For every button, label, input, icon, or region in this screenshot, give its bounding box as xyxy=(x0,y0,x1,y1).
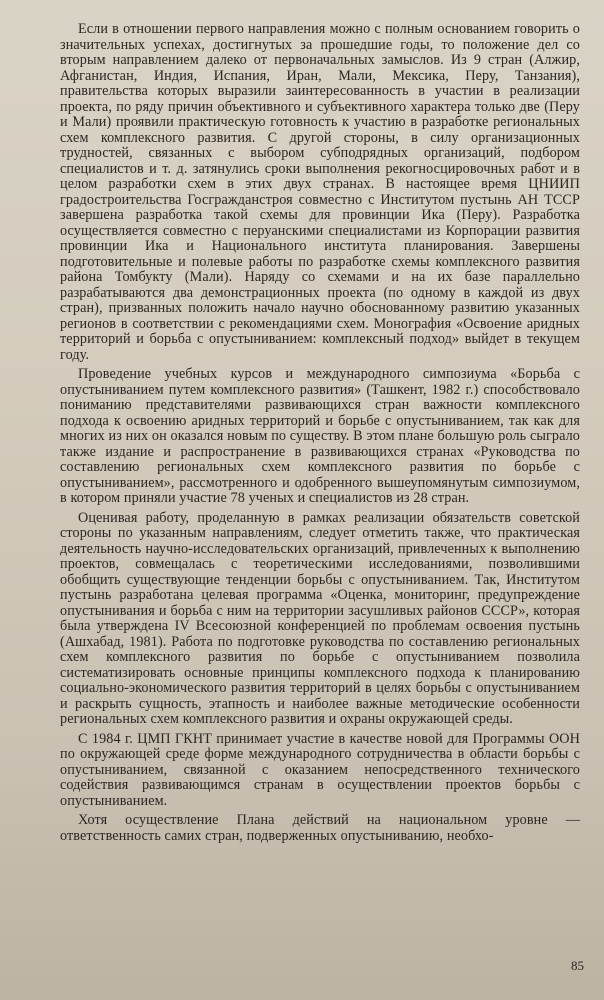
paragraph-2: Проведение учебных курсов и международного симпозиума «Борьба с опустыниванием путем комплексного развития» (Ташкент, 1982 г.) способствовало пониманию представителями развивающихся стран важности комплексного подхода к освоению аридных территорий и борьбе с опустыниванием, так как для многих из них он оказался новым по существу. В этом плане большую роль сыграло также издание и распространение в развивающихся странах «Руководства по составлению региональных схем комплексного развития по борьбе с опустыниванием», рассмотренного и одобренного вышеупомянутым симпозиумом, в котором приняли участие 78 ученых и специалистов из 28 стран. xyxy=(60,366,580,506)
paragraph-1: Если в отношении первого направления можно с полным основанием говорить о значительных успехах, достигнутых за прошедшие годы, то положение дел со вторым направлением далеко от первоначальных замыслов. Из 9 стран (Алжир, Афганистан, Индия, Испания, Иран, Мали, Мексика, Перу, Танзания), правительства которых выразили заинтересованность в участии в реализации проекта, по ряду причин объективного и субъективного характера только две (Перу и Мали) проявили практическую готовность к участию в разработке региональных схем комплексного развития. С другой стороны, в силу организационных трудностей, связанных с выбором субподрядных организаций, подбором специалистов и т. д. затянулись сроки выполнения рекогносцировочных работ и в целом разработки схем в этих двух странах. В настоящее время ЦНИИП градостроительства Госгражданстроя совместно с Институтом пустынь АН ТССР завершена разработка такой схемы для провинции Ика (Перу). Разработка осуществляется совместно с перуанскими специалистами из Корпорации развития провинции Ика и Национального института планирования. Завершены подготовительные и полевые работы по разработке схемы комплексного развития района Томбукту (Мали). Наряду со схемами и на их базе параллельно разрабатываются два демонстрационных проекта (по одному в каждой из двух стран), призванных положить начало научно обоснованному развитию указанных регионов в соответствии с рекомендациями схем. Монография «Освоение аридных территорий и борьба с опустыниванием: комплексный подход» выйдет в текущем году. xyxy=(60,21,580,363)
body-text xyxy=(60,22,580,848)
paragraph-4: С 1984 г. ЦМП ГКНТ принимает участие в качестве новой для Программы ООН по окружающей среде форме международного сотрудничества в области борьбы с опустыниванием, связанной с оказанием непосредственного технического содействия развивающимся странам в осуществлении проектов борьбы с опустыниванием. xyxy=(60,730,580,809)
paragraph-3: Оценивая работу, проделанную в рамках реализации обязательств советской стороны по указанным направлениям, следует отметить также, что практическая деятельность научно-исследовательских организаций, привлеченных к выполнению проектов, совмещалась с теоретическими исследованиями, позволившими обобщить существующие тенденции борьбы с опустыниванием. Так, Институтом пустынь разработана целевая программа «Оценка, мониторинг, предупреждение опустынивания и борьба с ним на территории засушливых районов СССР», которая была утверждена IV Всесоюзной конференцией по проблемам освоения пустынь (Ашхабад, 1981). Работа по подготовке руководства по составлению региональных схем комплексного развития по борьбе с опустыниванием позволила систематизировать основные принципы комплексного подхода к планированию социально-экономического развития территорий в целях борьбы с опустыниванием и раскрыть сущность, этапность и наиболее важные методические особенности региональных схем комплексного развития и охраны окружающей среды. xyxy=(60,509,580,727)
paragraph-5: Хотя осуществление Плана действий на национальном уровне — ответственность самих стран, подверженных опустыниванию, необхо- xyxy=(60,812,580,844)
page-number: 85 xyxy=(571,958,584,973)
